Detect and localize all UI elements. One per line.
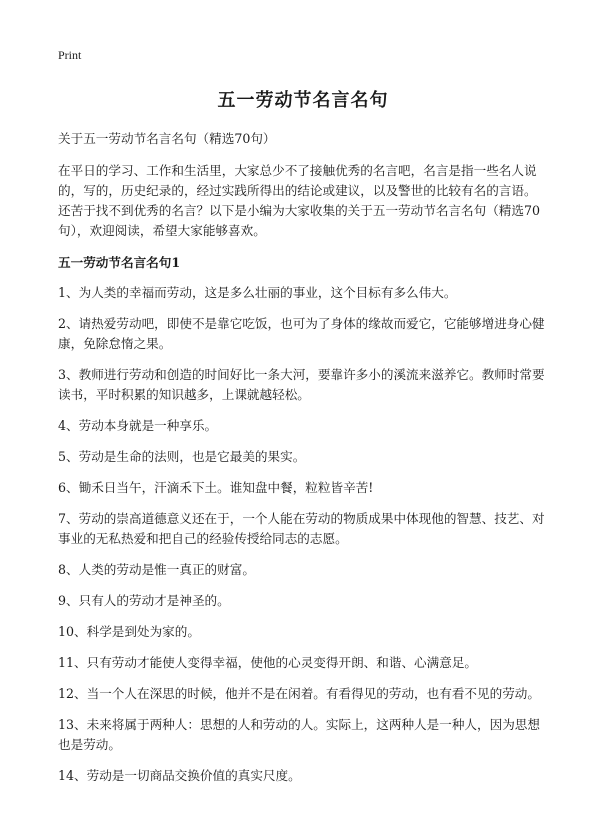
quote-item: 2、请热爱劳动吧，即使不是靠它吃饭，也可为了身体的缘故而爱它，它能够增进身心健康，免除怠惰之果。 [58,316,545,351]
quote-item: 10、科学是到处为家的。 [58,624,200,639]
page-title: 五一劳动节名言名句 [217,90,389,111]
quote-item: 7、劳动的崇高道德意义还在于，一个人能在劳动的物质成果中体现他的智慧、技艺、对事业的无私热爱和把自己的经验传授给同志的志愿。 [58,511,545,546]
quote-item: 13、未来将属于两种人：思想的人和劳动的人。实际上，这两种人是一种人，因为思想也是劳动。 [58,717,540,752]
quote-item: 3、教师进行劳动和创造的时间好比一条大河，要靠许多小的溪流来滋养它。教师时常要读书，平时积累的知识越多，上课就越轻松。 [58,367,545,402]
quote-item: 12、当一个人在深思的时候，他并不是在闲着。有看得见的劳动，也有看不见的劳动。 [58,686,540,701]
quote-list [58,283,548,786]
subtitle: 关于五一劳动节名言名句（精选70句） [58,131,276,146]
quote-item: 9、只有人的劳动才是神圣的。 [58,593,230,608]
quote-item: 4、劳动本身就是一种享乐。 [58,418,218,433]
quote-item: 1、为人类的幸福而劳动，这是多么壮丽的事业，这个目标有多么伟大。 [58,285,457,300]
print-link[interactable]: Print [58,48,82,62]
quote-item: 5、劳动是生命的法则，也是它最美的果实。 [58,449,306,464]
quote-item: 14、劳动是一切商品交换价值的真实尺度。 [58,768,301,783]
quote-item: 8、人类的劳动是惟一真正的财富。 [58,562,255,577]
quote-item: 11、只有劳动才能使人变得幸福，使他的心灵变得开朗、和谐、心满意足。 [58,655,478,670]
intro-paragraph: 在平日的学习、工作和生活里，大家总少不了接触优秀的名言吧，名言是指一些名人说的，写的，历史纪录的，经过实践所得出的结论或建议，以及警世的比较有名的言语。还苦于找不到优秀的名言？以下是小编为大家收集的关于五一劳动节名言名句（精选70句），欢迎阅读，希望大家能够喜欢。 [58,163,540,238]
section-heading: 五一劳动节名言名句1 [58,255,181,270]
quote-item: 6、锄禾日当午，汗滴禾下土。谁知盘中餐，粒粒皆辛苦! [58,480,374,495]
